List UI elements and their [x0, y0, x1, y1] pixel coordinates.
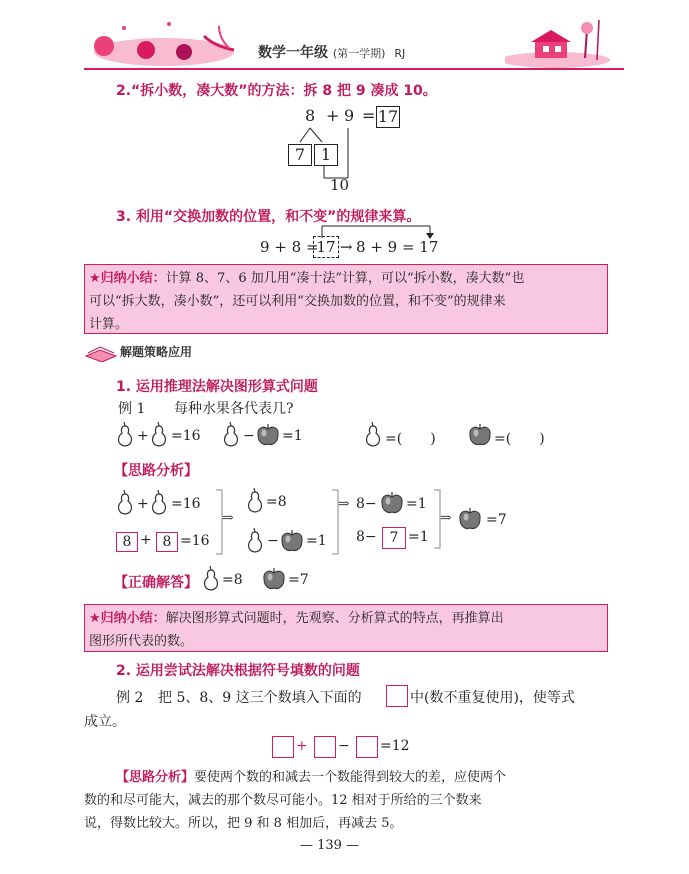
- strategy-title: 解题策略应用: [120, 345, 193, 359]
- header-title: [258, 42, 405, 62]
- analysis-e-tail: =1: [406, 496, 427, 512]
- analysis-d-minus: −: [267, 533, 279, 549]
- apple-icon: [256, 422, 282, 448]
- ex2-inline-box: [386, 685, 408, 707]
- header-decoration-right: [505, 14, 615, 68]
- apple-icon: [262, 566, 288, 592]
- header-decoration-left: [84, 16, 254, 66]
- ex2-text2: 中(数不重复使用)，使等式: [410, 690, 575, 706]
- ex2-blank-1: [272, 736, 294, 758]
- ex1-minus: −: [243, 428, 255, 444]
- analysis-b-plus: +: [140, 532, 152, 548]
- ex2-eq-tail: =12: [380, 738, 410, 754]
- analysis-c-tail: =8: [266, 494, 287, 510]
- s2-eq-8: 8: [305, 106, 316, 125]
- topic2-heading: 2. 运用尝试法解决根据符号填数的问题: [116, 663, 360, 679]
- s2-heading: 2.“拆小数，凑大数”的方法：拆 8 把 9 凑成 10。: [116, 83, 437, 99]
- analysis-b2-box: 8: [156, 532, 178, 552]
- analysis-f-tail: =1: [408, 529, 429, 545]
- ex1-label: 例 1: [118, 401, 146, 417]
- analysis-plus: +: [137, 496, 149, 512]
- summary1-line3: 计算。: [89, 317, 129, 332]
- pear-icon: [116, 420, 136, 450]
- analysis-d-tail: =1: [306, 533, 327, 549]
- ex2-blank-2: [314, 736, 336, 758]
- summary1-line1: 计算 8、7、6 加几用“凑十法”计算，可以“拆小数，凑大数”也: [165, 271, 525, 286]
- page-number: — 139 —: [300, 838, 360, 853]
- analysis2-label: 【思路分析】: [116, 770, 195, 785]
- s2-result-box: 17: [377, 107, 399, 126]
- s2-eq-plus: +: [326, 106, 340, 125]
- header-term: (第一学期): [332, 47, 386, 60]
- book-icon: [84, 342, 118, 362]
- s3-box: 17: [313, 236, 339, 258]
- analysis2-block: [116, 766, 616, 789]
- ex1-question: 每种水果各代表几?: [174, 401, 294, 417]
- analysis-e-head: 8−: [356, 496, 377, 512]
- summary-box-2: [84, 604, 608, 652]
- correct-pear: =8: [222, 572, 243, 588]
- pear-icon: [150, 420, 170, 450]
- header-rule: [84, 68, 624, 70]
- ex1-eq2-tail: =1: [282, 428, 303, 444]
- ex2-label: 例 2: [116, 690, 144, 706]
- ex2-plus: +: [296, 738, 308, 754]
- s3-arrow: →: [340, 238, 353, 256]
- arrow-3: ⇒: [440, 510, 452, 526]
- strategy-title-bar: [84, 342, 244, 362]
- summary2-label: ★归纳小结：: [89, 611, 166, 626]
- pear-icon: [150, 488, 170, 518]
- s2-eq-9: 9: [344, 106, 355, 125]
- pear-icon: [202, 564, 222, 594]
- apple-icon: [280, 528, 306, 554]
- correct-apple: =7: [288, 572, 309, 588]
- header-edition: RJ: [394, 47, 406, 60]
- pear-icon: [116, 488, 136, 518]
- analysis-label: 【思路分析】: [114, 463, 198, 479]
- summary-box-1: [84, 264, 608, 334]
- arrow-1: ⇒: [222, 510, 234, 526]
- s2-ten: 10: [330, 176, 350, 194]
- ex1-ans-pear: =( ): [385, 431, 436, 447]
- s2-eq-equals: =: [362, 106, 376, 125]
- header-title-text: 数学一年级: [258, 45, 328, 61]
- ex1-eq1-tail: =16: [171, 428, 201, 444]
- apple-icon: [458, 506, 484, 532]
- analysis-b-tail: =16: [180, 533, 210, 549]
- summary2-line1: 解决图形算式问题时，先观察、分析算式的特点，再推算出: [165, 611, 504, 626]
- pear-icon: [364, 420, 384, 450]
- analysis2-line1: 要使两个数的和减去一个数能得到较大的差，应使两个: [194, 770, 507, 785]
- arrow-2: ⇒: [338, 496, 350, 512]
- analysis-b1-box: 8: [116, 532, 138, 552]
- topic1-heading: 1. 运用推理法解决图形算式问题: [116, 379, 318, 395]
- ex2-text3: 成立。: [84, 714, 126, 730]
- analysis2-line2: 数的和尽可能大，减去的那个数尽可能小。12 相对于所给的三个数来: [84, 793, 482, 808]
- s3-heading: 3. 利用“交换加数的位置，和不变”的规律来算。: [116, 209, 421, 225]
- summary2-line2: 图形所代表的数。: [89, 634, 194, 649]
- analysis-f-head: 8−: [356, 529, 377, 545]
- correct-label: 【正确解答】: [114, 575, 198, 591]
- pear-icon: [246, 526, 266, 556]
- ex2-blank-3: [356, 736, 378, 758]
- analysis-a-tail: =16: [171, 496, 201, 512]
- s2-split-1: 1: [314, 144, 338, 166]
- s3-left: 9 + 8 =: [260, 238, 319, 256]
- ex2-minus: −: [338, 738, 350, 754]
- pear-icon: [246, 486, 266, 516]
- ex2-text1: 把 5、8、9 这三个数填入下面的: [158, 690, 362, 706]
- apple-icon: [468, 422, 494, 448]
- summary1-line2: 可以“拆大数，凑小数”，还可以利用“交换加数的位置，和不变”的规律来: [89, 294, 506, 309]
- summary1-label: ★归纳小结：: [89, 271, 166, 286]
- analysis-g-tail: =7: [486, 512, 507, 528]
- pear-icon: [222, 420, 242, 450]
- apple-icon: [380, 490, 406, 516]
- ex1-ans-apple: =( ): [494, 431, 545, 447]
- s2-split-7: 7: [288, 144, 312, 166]
- ex1-plus: +: [137, 428, 149, 444]
- analysis2-line3: 说，得数比较大。所以，把 9 和 8 相加后，再减去 5。: [84, 816, 403, 831]
- analysis-f-box: 7: [382, 527, 406, 549]
- s3-right: 8 + 9 = 17: [356, 238, 439, 256]
